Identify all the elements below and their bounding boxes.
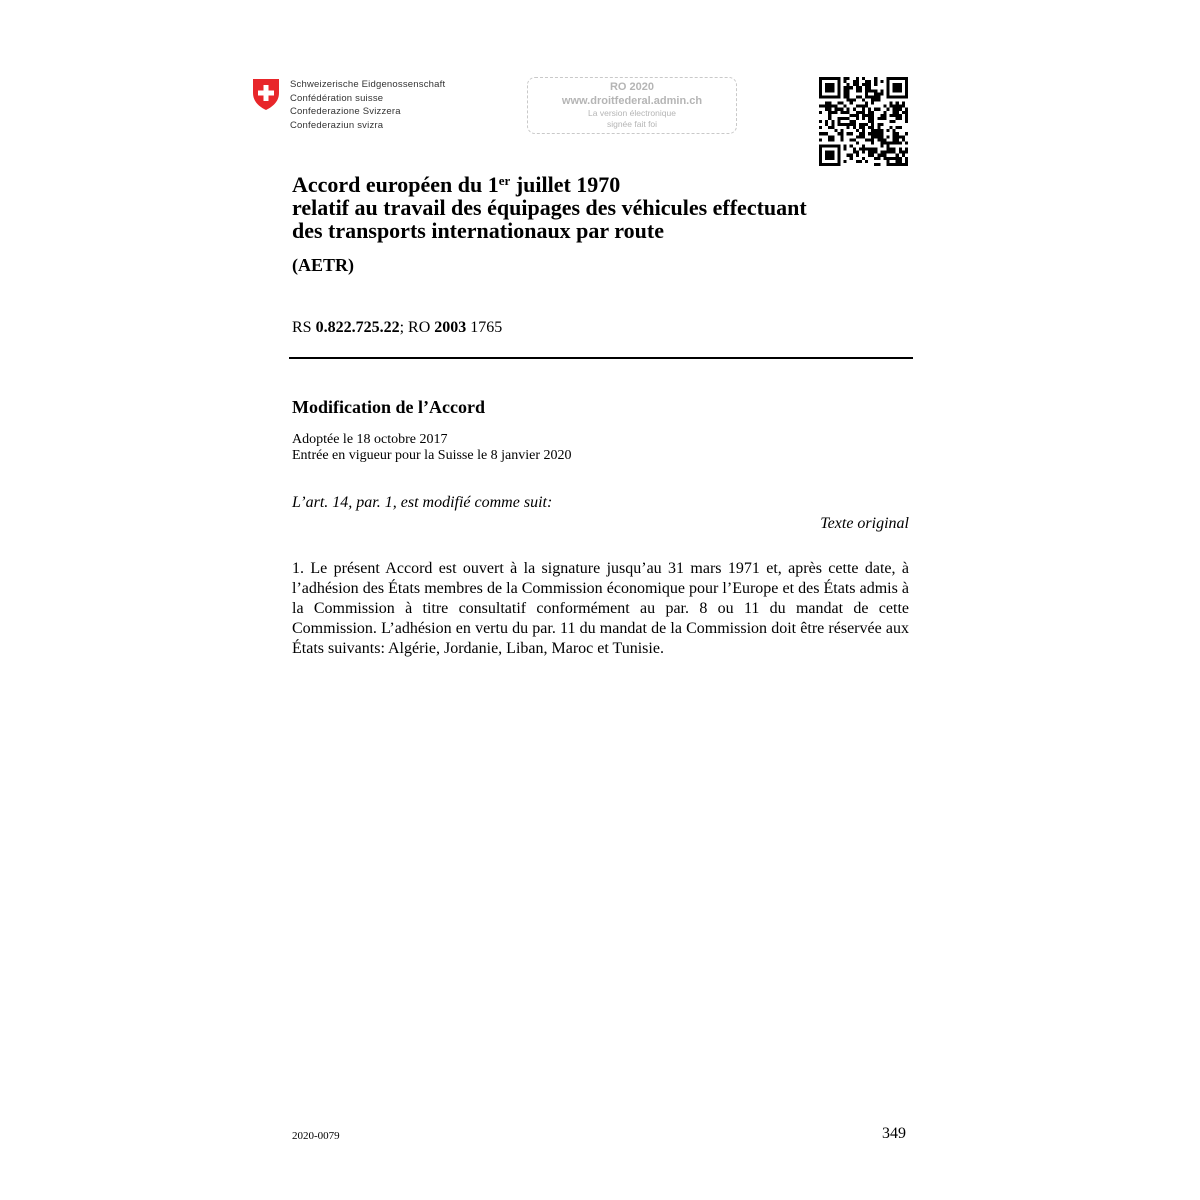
document-title — [292, 173, 807, 242]
adopted-date: Adoptée le 18 octobre 2017 — [292, 432, 448, 447]
confederation-line-de: Schweizerische Eidgenossenschaft — [290, 79, 446, 90]
title-line-2: relatif au travail des équipages des véhicules effectuant — [292, 195, 807, 220]
footer-document-code: 2020-0079 — [292, 1130, 340, 1142]
original-text-label: Texte original — [820, 515, 909, 532]
stamp-note-line2: signée fait foi — [606, 119, 658, 129]
dates-block — [292, 432, 572, 464]
rs-number: 0.822.725.22 — [315, 319, 400, 336]
title-superscript: er — [498, 173, 511, 188]
amended-paragraph: 1. Le présent Accord est ouvert à la signature jusqu’au 31 mars 1971 et, après cette date, à l’adhésion des États membres de la Commission économique pour l’Europe et des États admis à la Commission à titre consultatif conformément au par. 8 ou 11 du mandat de cette Commission. L’adhésion en vertu du par. 11 du mandat de la Commission doit être réservée aux États suivants: Algérie, Jordanie, Liban, Maroc et Tunisie. — [292, 560, 909, 657]
ro-prefix: ; RO — [399, 319, 435, 336]
confederation-names — [290, 78, 445, 132]
confederation-line-rm: Confederaziun svizra — [290, 119, 384, 131]
title-line-1-text: Accord européen du 1 — [292, 172, 499, 197]
page-number: 349 — [882, 1125, 906, 1142]
confederation-line-it: Confederazione Svizzera — [290, 106, 401, 117]
stamp-website: www.droitfederal.admin.ch — [561, 95, 703, 107]
entry-into-force-date: Entrée en vigueur pour la Suisse le 8 janvier 2020 — [292, 448, 572, 463]
stamp-note-line1: La version électronique — [588, 108, 676, 118]
title-line-1 — [292, 173, 807, 196]
stamp-ro-year: RO 2020 — [609, 81, 655, 93]
swiss-coat-of-arms-icon — [251, 78, 281, 111]
ro-page: 1765 — [466, 319, 503, 336]
rs-prefix: RS — [292, 319, 316, 336]
title-divider — [289, 357, 913, 359]
title-line-1-date: juillet 1970 — [510, 172, 621, 197]
confederation-line-fr: Confédération suisse — [290, 92, 384, 104]
title-line-3: des transports internationaux par route — [292, 218, 664, 243]
title-abbreviation: (AETR) — [292, 255, 354, 275]
section-heading: Modification de l’Accord — [292, 397, 485, 417]
ro-year: 2003 — [434, 319, 467, 336]
reference-line — [292, 318, 502, 338]
electronic-signature-stamp — [527, 77, 737, 134]
qr-code-icon — [819, 77, 908, 166]
amendment-intro: L’art. 14, par. 1, est modifié comme suit: — [292, 494, 553, 511]
